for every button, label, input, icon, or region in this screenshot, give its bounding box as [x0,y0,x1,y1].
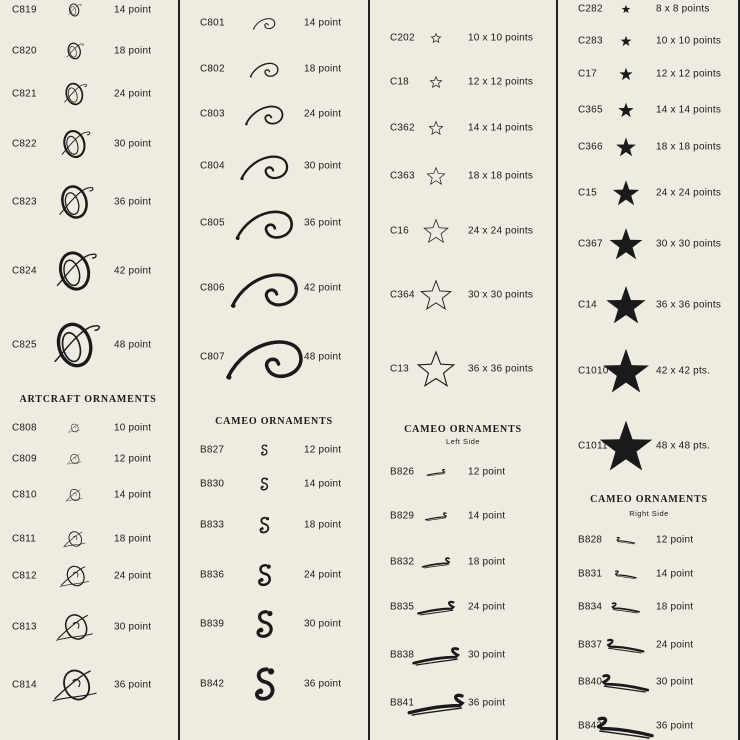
ornament-size: 30 point [114,138,152,150]
ornament-size: 12 point [304,444,342,456]
swirl-ornament-icon [231,267,298,309]
ornament-size: 12 x 12 points [468,76,534,88]
ornament-size: 36 x 36 points [656,299,722,311]
ornament-code: B837 [578,639,603,651]
ornament-code: C810 [12,489,37,501]
column-rule [178,0,180,740]
ornament-size: 12 point [114,453,152,465]
artcraft-o-ornament-icon [66,453,82,465]
solid-star-icon [605,284,646,325]
ornament-size: 18 point [114,45,152,57]
script-o-ornament-icon [53,183,95,221]
ornament-code: C813 [12,621,37,633]
ornament-size: 24 x 24 points [468,225,534,237]
artcraft-o-ornament-icon [62,530,85,548]
ornament-code: C821 [12,88,37,100]
solid-star-icon [621,4,630,13]
script-o-ornament-icon [64,42,85,61]
ornament-size: 24 point [304,569,342,581]
solid-star-icon [609,227,644,262]
cameo-left-flourish-icon [421,556,450,568]
ornament-size: 18 x 18 points [468,170,534,182]
cameo-right-flourish-icon [597,714,655,738]
script-o-ornament-icon [66,3,82,18]
ornament-code: B827 [200,444,225,456]
script-o-ornament-icon [57,128,92,160]
section-heading: CAMEO ORNAMENTS [215,416,333,427]
ornament-size: 42 x 42 pts. [656,365,711,377]
ornament-code: B836 [200,569,225,581]
swirl-ornament-icon [253,16,275,30]
ornament-size: 48 point [304,351,342,363]
ornament-code: C820 [12,45,37,57]
solid-star-icon [618,102,634,118]
ornament-size: 8 x 8 points [656,3,710,15]
solid-star-icon [620,35,632,47]
ornament-code: C823 [12,196,37,208]
ornament-size: 14 point [304,478,342,490]
cameo-right-flourish-icon [615,569,638,578]
cameo-right-flourish-icon [607,637,646,653]
cameo-left-flourish-icon [412,645,461,665]
artcraft-o-ornament-icon [65,488,83,502]
ornament-size: 14 x 14 points [656,104,722,116]
cameo-s-ornament-icon [258,477,271,492]
ornament-size: 36 point [114,679,152,691]
solid-star-icon [602,347,650,395]
ornament-code: C808 [12,422,37,434]
ornament-code: C807 [200,351,225,363]
ornament-code: B835 [390,601,415,613]
ornament-column-2 [182,0,366,740]
swirl-ornament-icon [240,151,288,181]
ornament-column-3 [372,0,554,740]
ornament-size: 36 point [468,697,506,709]
ornament-size: 14 point [114,4,152,16]
ornament-code: B841 [390,697,415,709]
ornament-size: 48 x 48 pts. [656,440,711,452]
column-rule [368,0,370,740]
ornament-code: C14 [578,299,597,311]
ornament-size: 24 point [304,108,342,120]
ornament-code: C809 [12,453,37,465]
ornament-size: 18 point [304,519,342,531]
solid-star-icon [612,179,640,207]
ornament-code: C1010 [578,365,609,377]
ornament-size: 14 point [468,510,506,522]
ornament-size: 36 point [656,720,694,732]
ornament-code: C363 [390,170,415,182]
cameo-s-ornament-icon [251,608,278,640]
section-subheading: Left Side [445,437,481,446]
ornament-size: 36 point [304,217,342,229]
ornament-size: 10 x 10 points [656,35,722,47]
ornament-code: C822 [12,138,37,150]
ornament-code: C16 [390,225,409,237]
ornament-code: C18 [390,76,409,88]
ornament-code: C814 [12,679,37,691]
section-heading: CAMEO ORNAMENTS [404,424,522,435]
solid-star-icon [619,67,633,81]
outline-star-icon [428,120,443,135]
swirl-ornament-icon [245,102,283,126]
ornament-column-1 [0,0,176,740]
ornament-size: 18 point [468,556,506,568]
ornament-code: C804 [200,160,225,172]
ornament-size: 14 point [114,489,152,501]
ornament-size: 10 x 10 points [468,32,534,44]
ornament-code: B826 [390,466,415,478]
artcraft-o-ornament-icon [58,564,89,588]
outline-star-icon [431,33,442,44]
ornament-code: B838 [390,649,415,661]
swirl-ornament-icon [226,333,303,381]
ornament-code: B840 [578,676,603,688]
ornament-size: 24 point [656,639,694,651]
ornament-size: 24 point [114,88,152,100]
cameo-left-flourish-icon [426,468,445,476]
ornament-code: B828 [578,534,603,546]
swirl-ornament-icon [235,205,292,241]
ornament-code: B839 [200,618,225,630]
ornament-size: 30 x 30 points [656,238,722,250]
ornament-size: 36 point [114,196,152,208]
ornament-code: C365 [578,104,603,116]
ornament-code: C806 [200,282,225,294]
ornament-size: 14 x 14 points [468,122,534,134]
ornament-size: 30 point [304,160,342,172]
outline-star-icon [420,279,453,312]
swirl-ornament-icon [250,60,279,78]
ornament-size: 42 point [304,282,342,294]
ornament-size: 18 point [656,601,694,613]
solid-star-icon [598,418,653,473]
ornament-size: 12 point [656,534,694,546]
script-o-ornament-icon [60,81,88,106]
ornament-code: B834 [578,601,603,613]
ornament-size: 18 point [304,63,342,75]
ornament-size: 30 x 30 points [468,289,534,301]
ornament-column-4 [560,0,738,740]
ornament-size: 10 point [114,422,152,434]
ornament-code: C13 [390,363,409,375]
ornament-size: 30 point [468,649,506,661]
ornament-code: C805 [200,217,225,229]
ornament-size: 12 point [468,466,506,478]
solid-star-icon [616,137,637,158]
ornament-code: C202 [390,32,415,44]
section-heading: ARTCRAFT ORNAMENTS [19,394,157,405]
cameo-left-flourish-icon [425,511,448,520]
ornament-code: C812 [12,570,37,582]
artcraft-o-ornament-icon [55,612,94,642]
ornament-code: C17 [578,68,597,80]
script-o-ornament-icon [46,320,101,370]
ornament-size: 18 point [114,533,152,545]
ornament-size: 24 x 24 points [656,187,722,199]
ornament-size: 24 point [114,570,152,582]
ornament-code: B830 [200,478,225,490]
ornament-size: 30 point [304,618,342,630]
script-o-ornament-icon [50,249,99,293]
column-rule [556,0,558,740]
ornament-code: B832 [390,556,415,568]
artcraft-o-ornament-icon [68,423,81,433]
ornament-code: C283 [578,35,603,47]
section-subheading: Right Side [629,509,669,518]
ornament-code: B842 [200,678,225,690]
cameo-left-flourish-icon [407,691,465,715]
outline-star-icon [429,75,442,88]
outline-star-icon [426,166,446,186]
ornament-size: 14 point [656,568,694,580]
cameo-s-ornament-icon [253,562,274,587]
cameo-s-ornament-icon [256,516,272,535]
ornament-code: C811 [12,533,36,545]
ornament-size: 18 x 18 points [656,141,722,153]
ornament-size: 36 point [304,678,342,690]
cameo-s-ornament-icon [248,665,280,703]
ornament-code: C367 [578,238,603,250]
ornament-code: B829 [390,510,415,522]
cameo-right-flourish-icon [616,536,635,544]
ornament-code: C801 [200,17,225,29]
outline-star-icon [416,349,456,389]
ornament-code: C802 [200,63,225,75]
ornament-code: C825 [12,339,37,351]
cameo-s-ornament-icon [259,444,270,457]
ornament-size: 48 point [114,339,152,351]
ornament-code: C362 [390,122,415,134]
ornament-size: 30 point [656,676,694,688]
ornament-code: C282 [578,3,603,15]
ornament-code: B831 [578,568,603,580]
ornament-code: B833 [200,519,225,531]
ornament-code: C819 [12,4,37,16]
ornament-code: B843 [578,720,603,732]
ornament-size: 24 point [468,601,506,613]
ornament-code: C803 [200,108,225,120]
cameo-left-flourish-icon [417,599,456,615]
ornament-code: C824 [12,265,37,277]
ornament-code: C15 [578,187,597,199]
ornament-code: C366 [578,141,603,153]
ornament-size: 42 point [114,265,152,277]
ornament-code: C1011 [578,440,608,452]
ornament-size: 30 point [114,621,152,633]
cameo-right-flourish-icon [602,672,651,692]
ornament-code: C364 [390,289,415,301]
ornament-size: 14 point [304,17,342,29]
section-heading: CAMEO ORNAMENTS [590,494,708,505]
outline-star-icon [423,218,449,244]
artcraft-o-ornament-icon [51,667,98,703]
ornament-size: 12 x 12 points [656,68,722,80]
cameo-right-flourish-icon [611,601,640,613]
ornament-size: 36 x 36 points [468,363,534,375]
